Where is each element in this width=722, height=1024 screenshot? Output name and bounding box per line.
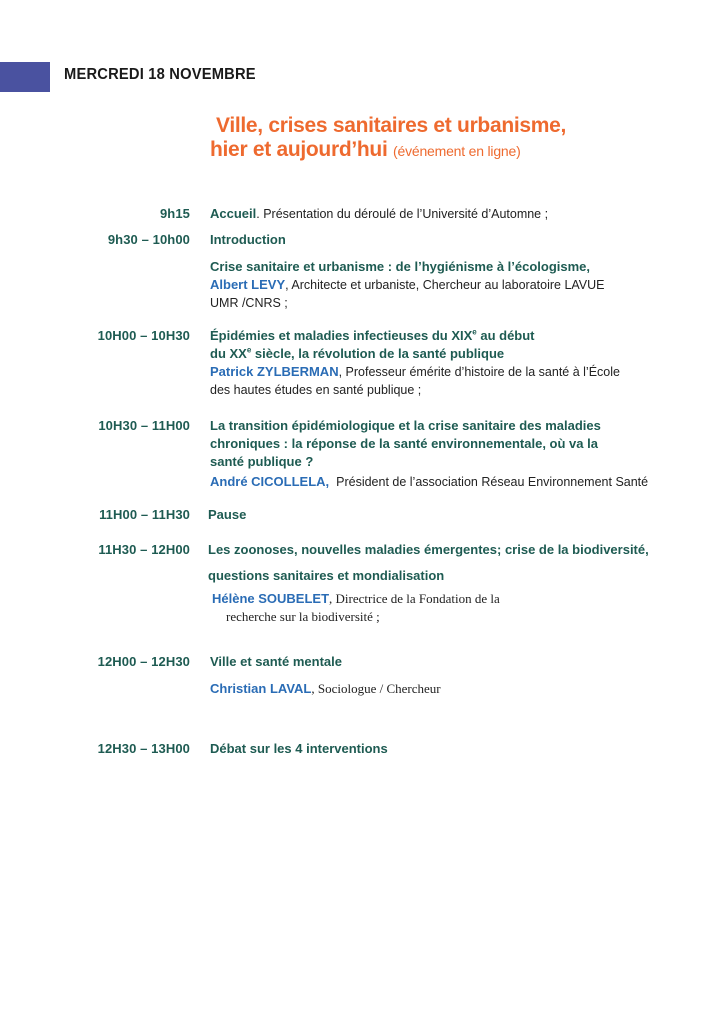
speaker-name: Hélène SOUBELET bbox=[212, 591, 330, 606]
title-part: du XX bbox=[210, 346, 247, 361]
accent-bar bbox=[0, 62, 50, 92]
talk-title: Crise sanitaire et urbanisme : de l’hygiénisme à l’écologisme, bbox=[210, 259, 591, 274]
session-title: Introduction bbox=[210, 232, 286, 247]
session-title-line-1 bbox=[210, 327, 690, 345]
talk-content bbox=[210, 258, 690, 312]
speaker-name: Christian LAVAL bbox=[210, 681, 312, 696]
session-description: . Présentation du déroulé de l’Université d’Automne ; bbox=[256, 207, 549, 221]
session-time: 9h15 bbox=[159, 206, 190, 221]
date-heading: MERCREDI 18 NOVEMBRE bbox=[64, 66, 256, 83]
session-title-line-3: santé publique ? bbox=[210, 454, 314, 469]
speaker-name: Patrick ZYLBERMAN bbox=[210, 364, 339, 379]
session-content bbox=[208, 541, 708, 585]
session-content bbox=[210, 231, 690, 249]
speaker-role: Président de l’association Réseau Environnement Santé bbox=[329, 475, 649, 489]
speaker-content bbox=[212, 590, 692, 626]
title-part: au début bbox=[476, 328, 535, 343]
speaker-role-cont: des hautes études en santé publique ; bbox=[210, 383, 422, 397]
session-time: 9h30 – 10h00 bbox=[107, 232, 190, 247]
session-content bbox=[210, 653, 690, 698]
speaker-line bbox=[212, 590, 692, 608]
title-part: Épidémies et maladies infectieuses du XIX bbox=[210, 328, 473, 343]
speaker-role: , Architecte et urbaniste, Chercheur au laboratoire LAVUE bbox=[285, 278, 605, 292]
session-time: 10H00 – 10H30 bbox=[97, 328, 190, 343]
speaker-line bbox=[210, 276, 690, 294]
session-content bbox=[208, 506, 688, 524]
session-content bbox=[210, 740, 690, 758]
session-content bbox=[210, 205, 690, 223]
session-title: Ville et santé mentale bbox=[210, 654, 342, 669]
title-part: siècle, la révolution de la santé publique bbox=[251, 346, 505, 361]
speaker-role-cont: UMR /CNRS ; bbox=[210, 296, 288, 310]
title-line-2 bbox=[210, 138, 690, 163]
title-superscript: e bbox=[472, 327, 477, 337]
speaker-name: Albert LEVY bbox=[210, 277, 286, 292]
session-title: Débat sur les 4 interventions bbox=[210, 741, 388, 756]
session-title-line-2: questions sanitaires et mondialisation bbox=[208, 568, 445, 583]
speaker-role: , Directrice de la Fondation de la bbox=[329, 591, 500, 606]
title-line-2-text: hier et aujourd’hui bbox=[210, 138, 388, 161]
page-title bbox=[210, 114, 690, 163]
online-note: (événement en ligne) bbox=[393, 143, 521, 159]
session-title: Accueil bbox=[210, 206, 257, 221]
session-time: 11H30 – 12H00 bbox=[98, 542, 190, 557]
session-title-line-2 bbox=[210, 345, 690, 363]
speaker-line bbox=[210, 473, 690, 491]
speaker-line bbox=[210, 363, 690, 381]
session-content bbox=[210, 327, 690, 399]
session-time: 11H00 – 11H30 bbox=[99, 507, 190, 522]
session-time: 12H30 – 13H00 bbox=[97, 741, 190, 756]
session-title: Pause bbox=[208, 507, 247, 522]
speaker-role-cont: recherche sur la biodiversité ; bbox=[226, 609, 380, 624]
title-line-1: Ville, crises sanitaires et urbanisme, bbox=[216, 114, 567, 137]
session-title-line-2: chroniques : la réponse de la santé environnementale, où va la bbox=[210, 436, 598, 451]
session-title-line-1: Les zoonoses, nouvelles maladies émergentes; crise de la biodiversité, bbox=[208, 542, 649, 557]
session-time: 10H30 – 11H00 bbox=[98, 418, 190, 433]
session-time: 12H00 – 12H30 bbox=[97, 654, 190, 669]
speaker-role: , Sociologue / Chercheur bbox=[311, 681, 441, 696]
title-superscript: e bbox=[246, 345, 252, 355]
speaker-role: , Professeur émérite d’histoire de la santé à l’École bbox=[338, 365, 620, 379]
speaker-name: André CICOLLELA, bbox=[210, 474, 330, 489]
session-title-line-1: La transition épidémiologique et la crise sanitaire des maladies bbox=[210, 418, 601, 433]
session-content bbox=[210, 417, 690, 491]
speaker-line bbox=[210, 680, 690, 698]
